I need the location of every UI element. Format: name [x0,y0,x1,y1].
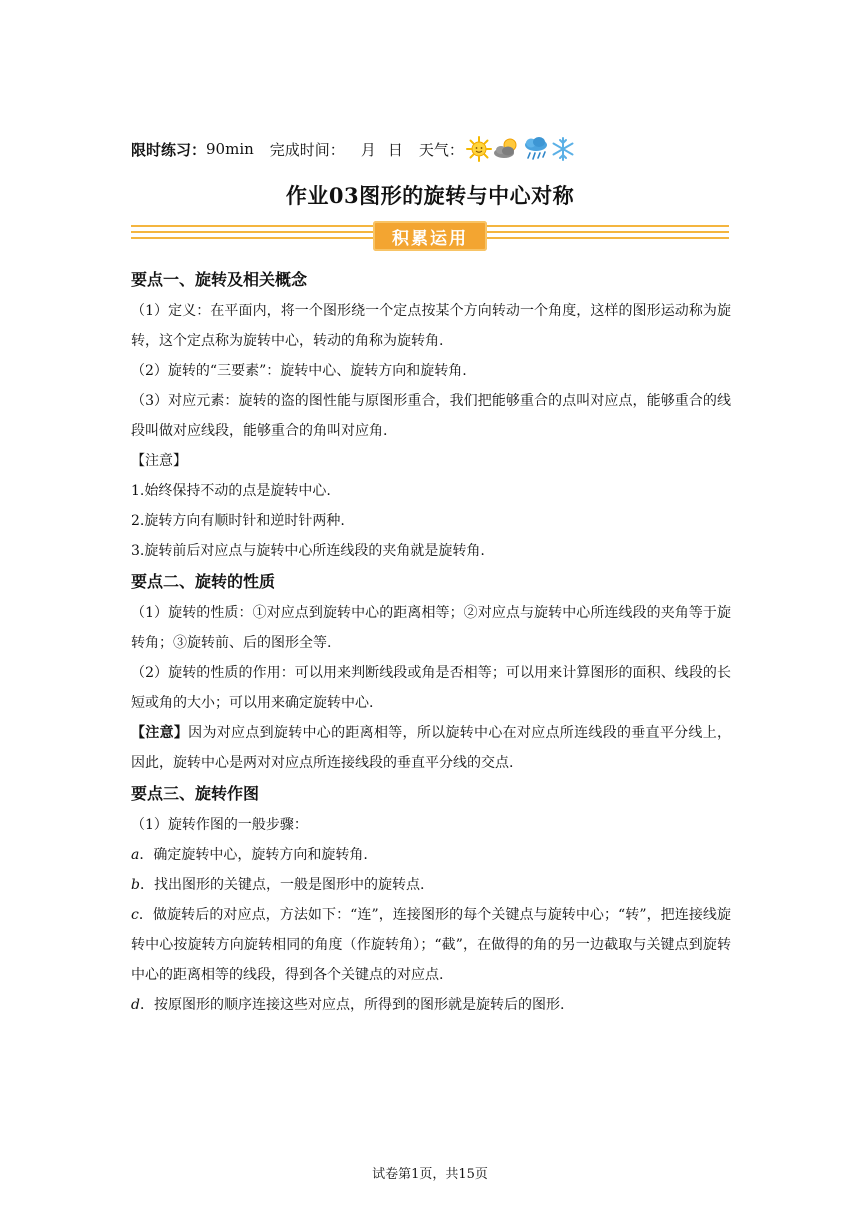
paragraph: （1）旋转作图的一般步骤： [131,817,308,833]
step-letter: c [131,907,139,923]
section-banner [131,221,729,253]
step-item [131,870,731,900]
note-item: 2.旋转方向有顺时针和逆时针两种. [131,513,345,529]
step-text: ．找出图形的关键点，一般是图形中的旋转点. [139,877,425,893]
step-item [131,990,731,1020]
section-heading: 要点二、旋转的性质 [131,572,276,591]
step-text: ．确定旋转中心，旋转方向和旋转角. [139,847,368,863]
step-letter: a [131,847,140,863]
limit-label: 限时练习： [131,140,207,159]
weather-label: 天气： [418,140,464,159]
step-text: ．按原图形的顺序连接这些对应点，所得到的图形就是旋转后的图形. [139,997,565,1013]
limit-value: 90min [206,140,254,158]
paragraph: （2）旋转的“三要素”：旋转中心、旋转方向和旋转角. [131,363,467,379]
note-paragraph [131,718,731,778]
page-footer: 试卷第1页，共15页 [372,1167,488,1182]
header-line [131,134,576,164]
paragraph: （1）定义：在平面内，将一个图形绕一个定点按某个方向转动一个角度，这样的图形运动称为旋转，这个定点称为旋转中心，转动的角称为旋转角. [131,303,731,349]
sun-icon [466,136,492,162]
paragraph: （1）旋转的性质：①对应点到旋转中心的距离相等；②对应点与旋转中心所连线段的夹角等于旋转角；③旋转前、后的图形全等. [131,605,731,651]
rain-icon [522,136,550,162]
weather-icons [466,136,576,162]
note-label: 【注意】 [131,725,189,741]
note-item: 1.始终保持不动的点是旋转中心. [131,483,331,499]
month-label: 月 [360,140,376,159]
section-heading: 要点三、旋转作图 [131,784,260,803]
paragraph: （3）对应元素：旋转的盗的图性能与原图形重合，我们把能够重合的点叫对应点，能够重合的线段叫做对应线段，能够重合的角叫对应角. [131,393,731,439]
step-text: ．做旋转后的对应点，方法如下：“连”，连接图形的每个关键点与旋转中心；“转”，把连接线旋转中心按旋转方向旋转相同的角度（作旋转角）；“截”，在做得的角的另一边截取与关键点到旋转中心的距离相等的线段，得到各个关键点的对应点. [131,907,731,983]
note-text: 因为对应点到旋转中心的距离相等，所以旋转中心在对应点所连线段的垂直平分线上，因此，旋转中心是两对对应点所连接线段的垂直平分线的交点. [131,725,731,771]
step-item [131,840,731,870]
step-letter: d [131,997,140,1013]
section-heading: 要点一、旋转及相关概念 [131,270,308,289]
page-title: 作业03图形的旋转与中心对称 [285,183,575,208]
cloudy-sun-icon [492,136,522,162]
banner-label: 积累运用 [373,221,487,251]
note-item: 3.旋转前后对应点与旋转中心所连线段的夹角就是旋转角. [131,543,485,559]
content-body [131,264,731,1020]
step-letter: b [131,877,140,893]
step-item [131,900,731,990]
snowflake-icon [550,136,576,162]
complete-label: 完成时间： [269,140,345,159]
note-heading: 【注意】 [131,453,187,469]
paragraph: （2）旋转的性质的作用：可以用来判断线段或角是否相等；可以用来计算图形的面积、线段的长短或角的大小；可以用来确定旋转中心. [131,665,731,711]
day-label: 日 [387,140,403,159]
